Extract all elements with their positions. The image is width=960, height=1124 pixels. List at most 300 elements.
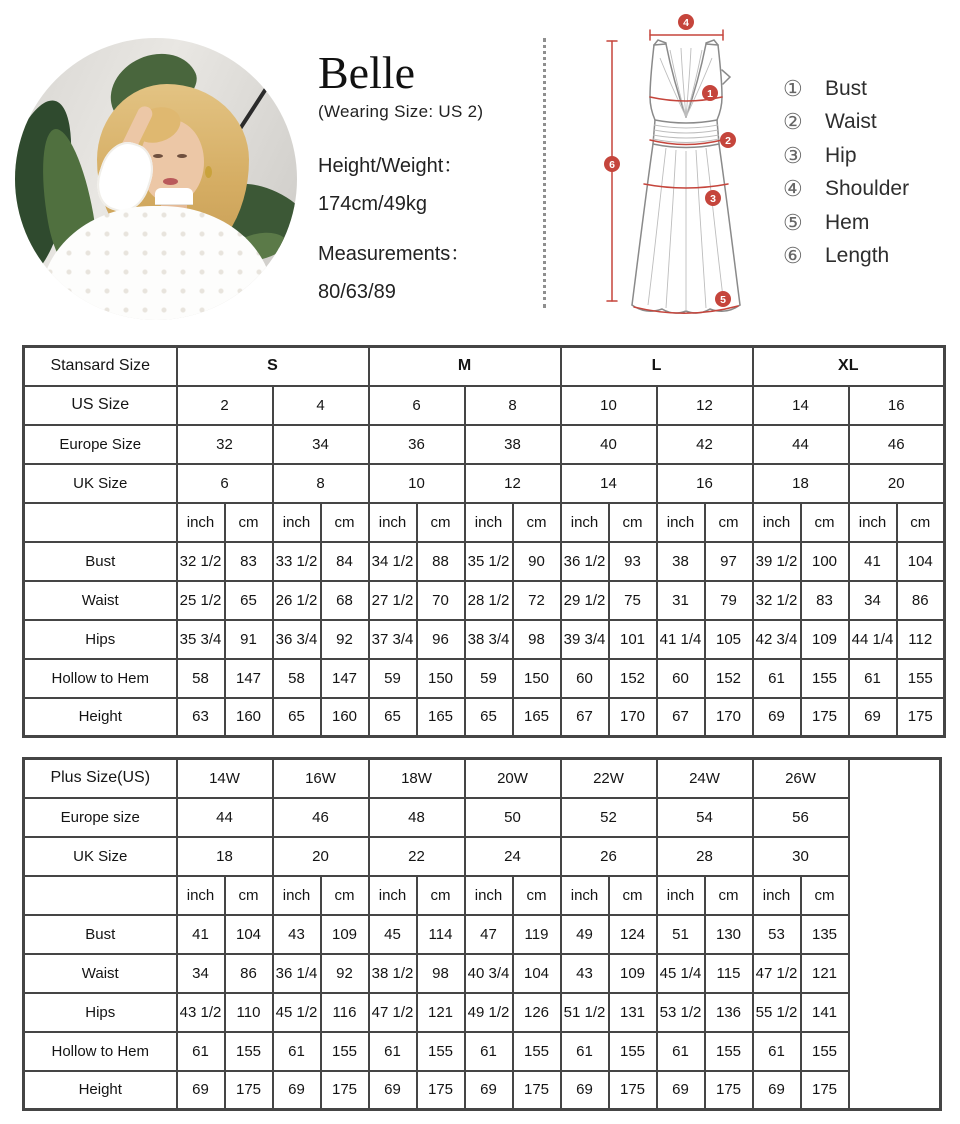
measurement-value: 150 xyxy=(513,659,561,698)
measurement-value: 34 xyxy=(177,954,225,993)
measurement-value: 86 xyxy=(225,954,273,993)
measurement-value: 41 xyxy=(849,542,897,581)
europe-size-value: 54 xyxy=(657,798,753,837)
measurement-value: 60 xyxy=(561,659,609,698)
size-group-header: XL xyxy=(753,347,945,386)
europe-size-value: 38 xyxy=(465,425,561,464)
measurement-row xyxy=(24,954,941,993)
measurement-value: 59 xyxy=(369,659,417,698)
measurement-value: 53 1/2 xyxy=(657,993,705,1032)
measurement-value: 65 xyxy=(225,581,273,620)
model-eye xyxy=(177,154,187,158)
europe-size-value: 44 xyxy=(177,798,273,837)
unit-inch-header: inch xyxy=(273,876,321,915)
uk-size-value: 22 xyxy=(369,837,465,876)
measurement-value: 93 xyxy=(609,542,657,581)
plus-size-value: 26W xyxy=(753,759,849,798)
measurement-value: 34 1/2 xyxy=(369,542,417,581)
model-lips xyxy=(163,178,178,185)
plus-header-row xyxy=(24,759,941,798)
circled-number-icon: ⑥ xyxy=(783,243,803,269)
measurement-value: 61 xyxy=(849,659,897,698)
unit-cm-header: cm xyxy=(609,876,657,915)
measurement-value: 47 1/2 xyxy=(369,993,417,1032)
measurements-label: Measurements： xyxy=(318,243,471,265)
measurement-value: 155 xyxy=(417,1032,465,1071)
measurement-value: 92 xyxy=(321,954,369,993)
unit-inch-header: inch xyxy=(561,503,609,542)
measurement-value: 69 xyxy=(369,1071,417,1110)
europe-size-value: 32 xyxy=(177,425,273,464)
measurement-label: Waist xyxy=(24,581,177,620)
measurement-value: 58 xyxy=(177,659,225,698)
measurement-value: 91 xyxy=(225,620,273,659)
measurement-value: 121 xyxy=(417,993,465,1032)
us-size-value: 4 xyxy=(273,386,369,425)
measurement-value: 60 xyxy=(657,659,705,698)
diagram-marker-hip: 3 xyxy=(710,193,716,205)
europe-size-value: 52 xyxy=(561,798,657,837)
europe-size-value: 40 xyxy=(561,425,657,464)
measurement-value: 101 xyxy=(609,620,657,659)
us-size-value: 14 xyxy=(753,386,849,425)
europe-size-value: 46 xyxy=(849,425,945,464)
measurement-value: 175 xyxy=(417,1071,465,1110)
measurement-value: 175 xyxy=(705,1071,753,1110)
plus-size-value: 18W xyxy=(369,759,465,798)
uk-size-value: 30 xyxy=(753,837,849,876)
measurement-value: 61 xyxy=(465,1032,513,1071)
measurement-label: Bust xyxy=(24,542,177,581)
measurement-value: 47 1/2 xyxy=(753,954,801,993)
us-size-value: 6 xyxy=(369,386,465,425)
measurement-value: 69 xyxy=(657,1071,705,1110)
unit-inch-header: inch xyxy=(657,503,705,542)
uk-size-row xyxy=(24,837,941,876)
measurement-value: 136 xyxy=(705,993,753,1032)
measurement-value: 61 xyxy=(657,1032,705,1071)
measurement-label: Hollow to Hem xyxy=(24,1032,177,1071)
measurement-value: 27 1/2 xyxy=(369,581,417,620)
measurement-value: 37 3/4 xyxy=(369,620,417,659)
height-weight-value: 174cm/49kg xyxy=(318,193,427,215)
uk-size-value: 24 xyxy=(465,837,561,876)
measurement-value: 67 xyxy=(561,698,609,737)
measurement-value: 97 xyxy=(705,542,753,581)
measurement-value: 25 1/2 xyxy=(177,581,225,620)
uk-size-value: 20 xyxy=(849,464,945,503)
europe-size-row xyxy=(24,798,941,837)
measurement-value: 155 xyxy=(801,659,849,698)
uk-size-value: 16 xyxy=(657,464,753,503)
measurement-value: 155 xyxy=(321,1032,369,1071)
measurement-value: 155 xyxy=(801,1032,849,1071)
measurement-value: 155 xyxy=(225,1032,273,1071)
measurement-value: 43 xyxy=(273,915,321,954)
circled-number-icon: ① xyxy=(783,75,803,101)
legend-item-length: ⑥ Length xyxy=(783,243,890,269)
measurement-row xyxy=(24,542,945,581)
lace-collar xyxy=(155,188,193,204)
measurement-row xyxy=(24,698,945,737)
measurement-value: 155 xyxy=(513,1032,561,1071)
measurement-value: 150 xyxy=(417,659,465,698)
unit-cm-header: cm xyxy=(801,876,849,915)
measurement-value: 155 xyxy=(609,1032,657,1071)
legend-item-hip: ③ Hip xyxy=(783,142,857,168)
units-row xyxy=(24,503,945,542)
uk-size-value: 18 xyxy=(177,837,273,876)
measurement-value: 34 xyxy=(849,581,897,620)
measurement-value: 175 xyxy=(321,1071,369,1110)
measurement-value: 35 1/2 xyxy=(465,542,513,581)
units-spacer-cell xyxy=(24,503,177,542)
measurement-value: 84 xyxy=(321,542,369,581)
europe-size-value: 56 xyxy=(753,798,849,837)
measurement-value: 40 3/4 xyxy=(465,954,513,993)
measurement-value: 121 xyxy=(801,954,849,993)
height-weight-label: Height/Weight： xyxy=(318,155,464,177)
brand-name: Belle xyxy=(318,47,416,98)
us-size-value: 8 xyxy=(465,386,561,425)
diagram-marker-bust: 1 xyxy=(707,88,713,100)
wearing-size-text: (Wearing Size: US 2) xyxy=(318,102,484,121)
plus-size-value: 14W xyxy=(177,759,273,798)
measurement-value: 75 xyxy=(609,581,657,620)
measurement-value: 28 1/2 xyxy=(465,581,513,620)
measurement-value: 31 xyxy=(657,581,705,620)
uk-size-row xyxy=(24,464,945,503)
measurement-value: 109 xyxy=(321,915,369,954)
europe-size-value: 34 xyxy=(273,425,369,464)
measurement-value: 104 xyxy=(897,542,945,581)
measurement-value: 72 xyxy=(513,581,561,620)
measurement-value: 61 xyxy=(561,1032,609,1071)
measurement-value: 175 xyxy=(225,1071,273,1110)
measurement-value: 68 xyxy=(321,581,369,620)
measurement-value: 69 xyxy=(273,1071,321,1110)
measurement-value: 83 xyxy=(225,542,273,581)
measurement-label: Height xyxy=(24,698,177,737)
size-chart-header xyxy=(0,0,960,345)
measurement-value: 109 xyxy=(609,954,657,993)
measurement-label: Height xyxy=(24,1071,177,1110)
plus-table-title: Plus Size(US) xyxy=(24,759,177,798)
measurement-value: 165 xyxy=(513,698,561,737)
measurement-value: 69 xyxy=(177,1071,225,1110)
measurement-value: 36 3/4 xyxy=(273,620,321,659)
measurement-value: 70 xyxy=(417,581,465,620)
measurement-row xyxy=(24,620,945,659)
measurement-value: 88 xyxy=(417,542,465,581)
measurement-value: 61 xyxy=(753,659,801,698)
uk-size-value: 10 xyxy=(369,464,465,503)
measurement-value: 69 xyxy=(753,1071,801,1110)
measurement-value: 110 xyxy=(225,993,273,1032)
model-info-block xyxy=(318,47,553,304)
measurement-row xyxy=(24,1032,941,1071)
plus-size-value: 20W xyxy=(465,759,561,798)
measurement-value: 32 1/2 xyxy=(753,581,801,620)
uk-size-value: 20 xyxy=(273,837,369,876)
plus-size-value: 22W xyxy=(561,759,657,798)
measurement-value: 155 xyxy=(705,1032,753,1071)
measurement-row xyxy=(24,915,941,954)
dress-measurement-diagram xyxy=(588,8,783,323)
size-group-header: L xyxy=(561,347,753,386)
uk-size-value: 26 xyxy=(561,837,657,876)
measurement-row xyxy=(24,581,945,620)
measurement-value: 33 1/2 xyxy=(273,542,321,581)
europe-size-value: 48 xyxy=(369,798,465,837)
measurement-label: Bust xyxy=(24,915,177,954)
measurement-value: 29 1/2 xyxy=(561,581,609,620)
measurement-value: 112 xyxy=(897,620,945,659)
us-size-value: 2 xyxy=(177,386,273,425)
uk-size-value: 12 xyxy=(465,464,561,503)
model-eye xyxy=(153,154,163,158)
legend-item-hem: ⑤ Hem xyxy=(783,209,870,235)
measurement-value: 44 1/4 xyxy=(849,620,897,659)
measurement-value: 96 xyxy=(417,620,465,659)
legend-item-bust: ① Bust xyxy=(783,75,868,101)
measurement-value: 43 1/2 xyxy=(177,993,225,1032)
europe-size-value: 44 xyxy=(753,425,849,464)
measurement-value: 38 xyxy=(657,542,705,581)
uk-size-value: 18 xyxy=(753,464,849,503)
measurement-value: 147 xyxy=(225,659,273,698)
unit-inch-header: inch xyxy=(849,503,897,542)
circled-number-icon: ⑤ xyxy=(783,209,803,235)
measurement-value: 65 xyxy=(273,698,321,737)
uk-size-value: 14 xyxy=(561,464,657,503)
measurement-value: 61 xyxy=(177,1032,225,1071)
diagram-marker-hem: 5 xyxy=(720,294,726,306)
legend-item-waist: ② Waist xyxy=(783,109,877,135)
measurement-value: 36 1/2 xyxy=(561,542,609,581)
unit-inch-header: inch xyxy=(561,876,609,915)
measurement-value: 38 1/2 xyxy=(369,954,417,993)
unit-cm-header: cm xyxy=(513,876,561,915)
measurement-value: 119 xyxy=(513,915,561,954)
measurement-value: 152 xyxy=(609,659,657,698)
diagram-marker-waist: 2 xyxy=(725,135,731,147)
measurement-value: 67 xyxy=(657,698,705,737)
measurement-value: 58 xyxy=(273,659,321,698)
measurement-value: 92 xyxy=(321,620,369,659)
uk-size-label: UK Size xyxy=(24,464,177,503)
unit-cm-header: cm xyxy=(705,503,753,542)
uk-size-label: UK Size xyxy=(24,837,177,876)
measurement-value: 175 xyxy=(801,1071,849,1110)
unit-inch-header: inch xyxy=(465,876,513,915)
unit-cm-header: cm xyxy=(513,503,561,542)
measurement-value: 165 xyxy=(417,698,465,737)
europe-size-value: 36 xyxy=(369,425,465,464)
plus-size-table xyxy=(22,757,942,1111)
model-earring xyxy=(205,166,212,178)
measurement-value: 41 xyxy=(177,915,225,954)
measurement-value: 35 3/4 xyxy=(177,620,225,659)
us-size-value: 10 xyxy=(561,386,657,425)
measurement-value: 126 xyxy=(513,993,561,1032)
unit-cm-header: cm xyxy=(801,503,849,542)
diagram-marker-length: 6 xyxy=(609,159,615,171)
measurement-label: Hips xyxy=(24,993,177,1032)
measurement-value: 45 1/2 xyxy=(273,993,321,1032)
measurement-value: 124 xyxy=(609,915,657,954)
measurement-label: Hips xyxy=(24,620,177,659)
measurement-value: 39 3/4 xyxy=(561,620,609,659)
measurement-value: 175 xyxy=(801,698,849,737)
europe-size-value: 50 xyxy=(465,798,561,837)
europe-size-label: Europe Size xyxy=(24,425,177,464)
measurement-value: 69 xyxy=(753,698,801,737)
measurement-value: 51 xyxy=(657,915,705,954)
unit-inch-header: inch xyxy=(465,503,513,542)
measurement-value: 104 xyxy=(513,954,561,993)
uk-size-value: 28 xyxy=(657,837,753,876)
unit-inch-header: inch xyxy=(177,876,225,915)
measurement-value: 49 xyxy=(561,915,609,954)
measurement-row xyxy=(24,993,941,1032)
circled-number-icon: ② xyxy=(783,109,803,135)
measurement-value: 63 xyxy=(177,698,225,737)
unit-inch-header: inch xyxy=(177,503,225,542)
uk-size-value: 6 xyxy=(177,464,273,503)
legend-item-shoulder: ④ Shoulder xyxy=(783,176,910,202)
unit-cm-header: cm xyxy=(705,876,753,915)
unit-inch-header: inch xyxy=(753,876,801,915)
unit-inch-header: inch xyxy=(273,503,321,542)
unit-cm-header: cm xyxy=(225,503,273,542)
measurement-value: 45 1/4 xyxy=(657,954,705,993)
measurement-value: 69 xyxy=(465,1071,513,1110)
measurement-value: 175 xyxy=(897,698,945,737)
measurement-value: 45 xyxy=(369,915,417,954)
measurement-value: 69 xyxy=(561,1071,609,1110)
measurement-value: 130 xyxy=(705,915,753,954)
unit-inch-header: inch xyxy=(657,876,705,915)
measurement-value: 90 xyxy=(513,542,561,581)
measurement-value: 79 xyxy=(705,581,753,620)
measurement-value: 155 xyxy=(897,659,945,698)
measurement-value: 42 3/4 xyxy=(753,620,801,659)
measurement-row xyxy=(24,1071,941,1110)
standard-table-title: Stansard Size xyxy=(24,347,177,386)
measurement-value: 47 xyxy=(465,915,513,954)
measurement-value: 36 1/4 xyxy=(273,954,321,993)
measurement-value: 98 xyxy=(513,620,561,659)
us-size-row xyxy=(24,386,945,425)
measurement-value: 26 1/2 xyxy=(273,581,321,620)
measurement-label: Waist xyxy=(24,954,177,993)
units-row xyxy=(24,876,941,915)
measurement-value: 152 xyxy=(705,659,753,698)
unit-cm-header: cm xyxy=(417,876,465,915)
measurement-value: 32 1/2 xyxy=(177,542,225,581)
measurement-value: 170 xyxy=(705,698,753,737)
size-group-header: M xyxy=(369,347,561,386)
measurement-value: 175 xyxy=(513,1071,561,1110)
measurement-value: 160 xyxy=(321,698,369,737)
measurement-value: 61 xyxy=(753,1032,801,1071)
diagram-marker-shoulder: 4 xyxy=(683,17,689,29)
unit-inch-header: inch xyxy=(369,503,417,542)
unit-cm-header: cm xyxy=(321,503,369,542)
unit-cm-header: cm xyxy=(321,876,369,915)
units-spacer-cell xyxy=(24,876,177,915)
measurement-value: 175 xyxy=(609,1071,657,1110)
circled-number-icon: ③ xyxy=(783,142,803,168)
measurement-row xyxy=(24,659,945,698)
us-size-label: US Size xyxy=(24,386,177,425)
measurement-value: 61 xyxy=(273,1032,321,1071)
us-size-value: 16 xyxy=(849,386,945,425)
measurement-value: 61 xyxy=(369,1032,417,1071)
unit-cm-header: cm xyxy=(609,503,657,542)
measurement-value: 116 xyxy=(321,993,369,1032)
measurement-value: 43 xyxy=(561,954,609,993)
measurement-value: 83 xyxy=(801,581,849,620)
unit-inch-header: inch xyxy=(753,503,801,542)
standard-size-table xyxy=(22,345,946,738)
measurement-value: 131 xyxy=(609,993,657,1032)
circled-number-icon: ④ xyxy=(783,176,803,202)
unit-cm-header: cm xyxy=(417,503,465,542)
europe-size-row xyxy=(24,425,945,464)
measurement-value: 86 xyxy=(897,581,945,620)
measurements-value: 80/63/89 xyxy=(318,281,396,303)
measurement-value: 100 xyxy=(801,542,849,581)
measurement-value: 160 xyxy=(225,698,273,737)
unit-inch-header: inch xyxy=(369,876,417,915)
unit-cm-header: cm xyxy=(897,503,945,542)
europe-size-value: 42 xyxy=(657,425,753,464)
plus-size-value: 16W xyxy=(273,759,369,798)
plus-size-value: 24W xyxy=(657,759,753,798)
europe-size-label: Europe size xyxy=(24,798,177,837)
measurement-value: 59 xyxy=(465,659,513,698)
measurement-legend xyxy=(783,72,909,273)
measurement-value: 69 xyxy=(849,698,897,737)
size-group-header: S xyxy=(177,347,369,386)
measurement-label: Hollow to Hem xyxy=(24,659,177,698)
measurement-value: 170 xyxy=(609,698,657,737)
measurement-value: 109 xyxy=(801,620,849,659)
measurement-value: 65 xyxy=(369,698,417,737)
measurement-value: 53 xyxy=(753,915,801,954)
unit-cm-header: cm xyxy=(225,876,273,915)
measurement-value: 39 1/2 xyxy=(753,542,801,581)
uk-size-value: 8 xyxy=(273,464,369,503)
dotted-divider xyxy=(543,38,546,308)
standard-header-row xyxy=(24,347,945,386)
measurement-value: 55 1/2 xyxy=(753,993,801,1032)
measurement-value: 135 xyxy=(801,915,849,954)
measurement-value: 38 3/4 xyxy=(465,620,513,659)
us-size-value: 12 xyxy=(657,386,753,425)
measurement-value: 41 1/4 xyxy=(657,620,705,659)
measurement-value: 147 xyxy=(321,659,369,698)
measurement-value: 115 xyxy=(705,954,753,993)
model-photo xyxy=(15,38,297,320)
measurement-value: 51 1/2 xyxy=(561,993,609,1032)
measurement-value: 65 xyxy=(465,698,513,737)
measurement-value: 49 1/2 xyxy=(465,993,513,1032)
empty-column-cell xyxy=(849,759,941,1110)
measurement-value: 105 xyxy=(705,620,753,659)
